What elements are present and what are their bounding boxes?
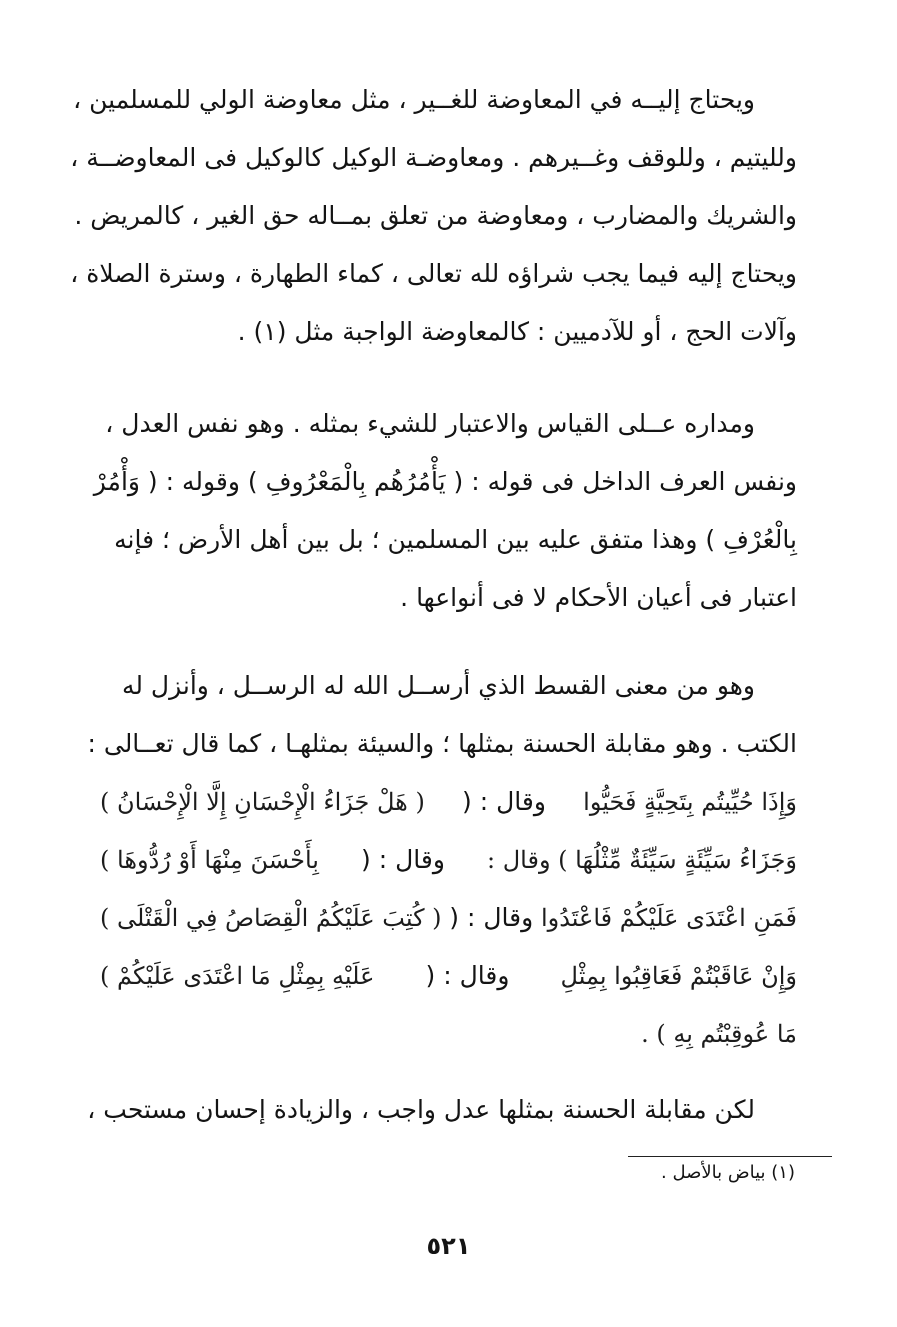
quran-verse: بِأَحْسَنَ مِنْهَا أَوْ رُدُّوهَا )	[100, 846, 319, 874]
text-line: والشريك والمضارب ، ومعاوضة من تعلق بمــاله حق الغير ، كالمريض .	[74, 201, 797, 230]
quran-verse: ( هَلْ جَزَاءُ الْإِحْسَانِ إِلَّا الْإِحْسَانُ )	[100, 788, 425, 816]
quran-verse: وَإِذَا حُيِّيتُم بِتَحِيَّةٍ فَحَيُّوا	[583, 788, 797, 816]
text-line: الكتب . وهو مقابلة الحسنة بمثلها ؛ والسيئة بمثلهـا ، كما قال تعــالى :	[87, 729, 797, 758]
text-line: ويحتاج إليه فيما يجب شراؤه لله تعالى ، كماء الطهارة ، وسترة الصلاة ،	[70, 259, 797, 288]
quran-verse: مَا عُوقِبْتُم بِهِ ) .	[641, 1020, 797, 1048]
quran-verse: فَمَنِ اعْتَدَى عَلَيْكُمْ فَاعْتَدُوا	[540, 904, 797, 932]
text-line: لكن مقابلة الحسنة بمثلها عدل واجب ، والزيادة إحسان مستحب ،	[87, 1095, 755, 1124]
paragraph-2	[93, 395, 797, 627]
quran-verse: وَإِنْ عَاقَبْتُمْ فَعَاقِبُوا بِمِثْلِ	[560, 962, 797, 990]
connector-text: وقال : (	[361, 845, 445, 874]
footnote-divider	[628, 1156, 832, 1157]
text-line: وهو من معنى القسط الذي أرســل الله له الرســل ، وأنزل له	[121, 671, 755, 700]
paragraph-1	[70, 71, 797, 361]
text-line: وآلات الحج ، أو للآدميين : كالمعاوضة الواجبة مثل (١) .	[237, 317, 797, 346]
verse-line	[100, 1005, 797, 1063]
verse-line	[100, 889, 797, 947]
connector-text: وقال : (	[425, 961, 510, 990]
connector-text: وقال : (	[449, 903, 534, 932]
quran-verse: وَجَزَاءُ سَيِّئَةٍ سَيِّئَةٌ مِّثْلُهَا ) وقال :	[487, 846, 797, 874]
text-line: ونفس العرف الداخل فى قوله : ( يَأْمُرُهُم بِالْمَعْرُوفِ ) وقوله : ( وَأْمُرْ	[93, 467, 797, 496]
text-line: ومداره عــلى القياس والاعتبار للشيء بمثله . وهو نفس العدل ،	[105, 409, 755, 438]
paragraph-3	[87, 657, 797, 1063]
quran-verse: عَلَيْهِ بِمِثْلِ مَا اعْتَدَى عَلَيْكُمْ )	[100, 962, 375, 990]
connector-text: وقال : (	[462, 787, 546, 816]
footnote: (١) بياض بالأصل .	[661, 1162, 795, 1183]
text-line: ويحتاج إليــه في المعاوضة للغــير ، مثل معاوضة الولي للمسلمين ،	[73, 85, 755, 114]
text-line: ولليتيم ، وللوقف وغــيرهم . ومعاوضـة الوكيل كالوكيل فى المعاوضــة ،	[70, 143, 797, 172]
paragraph-4	[87, 1081, 797, 1139]
text-line: بِالْعُرْفِ ) وهذا متفق عليه بين المسلمين ؛ بل بين أهل الأرض ؛ فإنه	[114, 525, 797, 554]
page-number: ٥٢١	[426, 1232, 471, 1260]
verse-line	[100, 831, 797, 889]
quran-verse: ( كُتِبَ عَلَيْكُمُ الْقِصَاصُ فِي الْقَتْلَى )	[100, 904, 442, 932]
verse-line	[100, 773, 797, 831]
text-line: اعتبار فى أعيان الأحكام لا فى أنواعها .	[400, 583, 797, 612]
verse-line	[100, 947, 797, 1005]
